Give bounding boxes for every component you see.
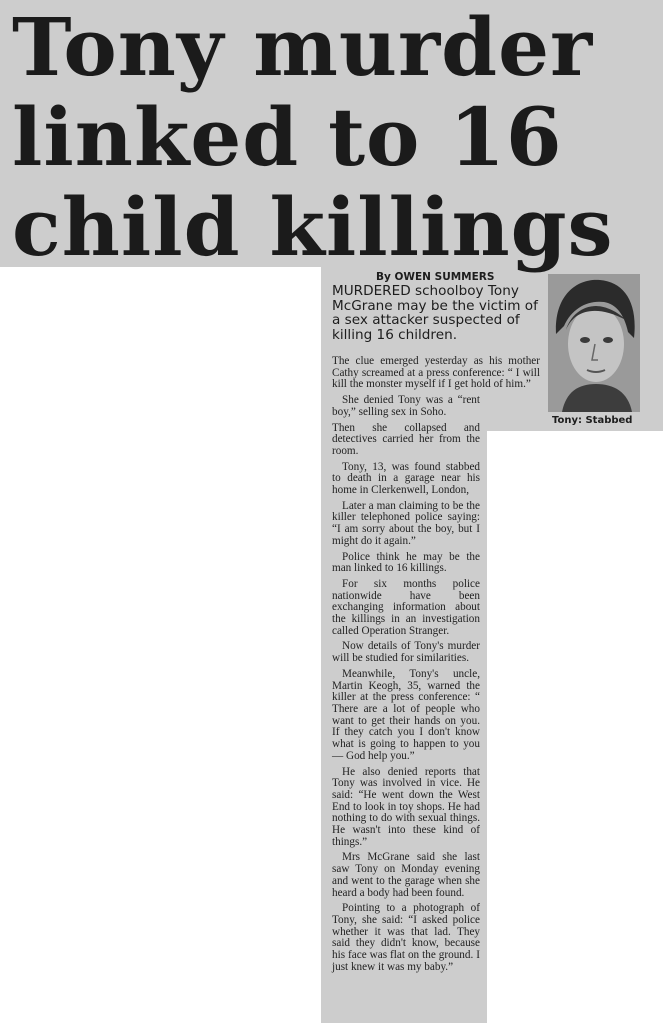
article-paragraph: Tony, 13, was found stabbed to death in a garage near his home in Clerkenwell, London, (332, 460, 480, 497)
article-paragraph: Now details of Tony's murder will be studied for similarities. (332, 640, 480, 665)
article-paragraph: Then she collapsed and detectives carried her from the room. (332, 421, 480, 457)
article-paragraph: Police think he may be the man linked to 16 killings. (332, 550, 480, 575)
byline: By OWEN SUMMERS (376, 271, 495, 283)
headline (12, 2, 662, 272)
portrait-image (548, 274, 640, 412)
article-paragraph: Meanwhile, Tony's uncle, Martin Keogh, 35, warned the killer at the press conference: “ There are a lot of people who want to get their hands on you. If they catch you I don't know what is going to happen to you — God help you.” (332, 667, 480, 762)
article-paragraph: Mrs McGrane said she last saw Tony on Monday evening and went to the garage when she heard a body had been found. (332, 851, 480, 899)
headline-line: Tony murder (12, 0, 594, 94)
lead-paragraph: MURDERED schoolboy Tony McGrane may be the victim of a sex attacker suspected of killing 16 children. (332, 283, 538, 343)
headline-line: linked to 16 (12, 90, 563, 184)
article-body (332, 355, 540, 977)
article-paragraph: She denied Tony was a “rent boy,” selling sex in Soho. (332, 394, 480, 418)
tony-photo (548, 274, 640, 412)
article-paragraph: He also denied reports that Tony was involved in vice. He said: “He went down the West End to look in toy shops. He had nothing to do with sexual things. He wasn't into these kind of things.” (332, 765, 480, 848)
article-paragraph: The clue emerged yesterday as his mother Cathy screamed at a press conference: “ I will kill the monster myself if I get hold of him.” (332, 355, 540, 391)
headline-line: child killings (12, 180, 614, 274)
article-paragraph: Pointing to a photograph of Tony, she said: “I asked police whether it was that lad. They said they didn't know, because his face was flat on the ground. I just knew it was my baby.” (332, 902, 480, 973)
article-paragraph: For six months police nationwide have been exchanging information about the killings in an investigation called Operation Stranger. (332, 577, 480, 637)
photo-caption: Tony: Stabbed (552, 415, 633, 426)
article-paragraph: Later a man claiming to be the killer telephoned police saying: “I am sorry about the boy, but I might do it again.” (332, 499, 480, 547)
